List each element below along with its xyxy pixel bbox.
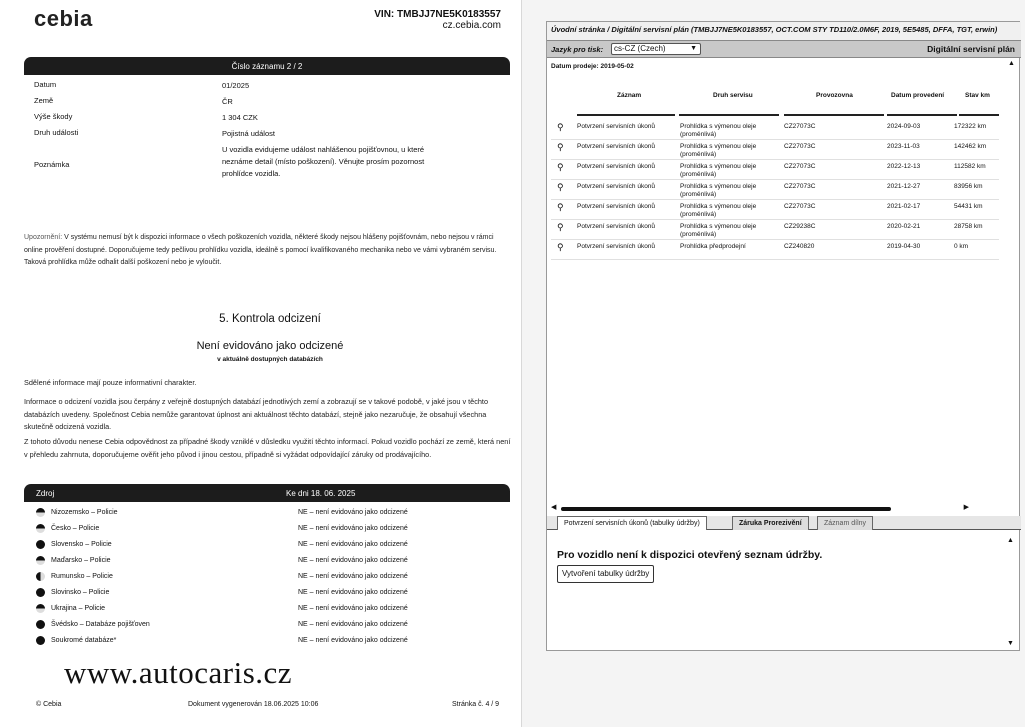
table-row[interactable]: [551, 220, 999, 240]
record-value: ČR: [222, 97, 233, 106]
source-table-header: [24, 484, 510, 502]
theft-status: Není evidováno jako odcizené: [196, 340, 344, 352]
tab-workshop-record[interactable]: Záznam dílny: [817, 516, 873, 530]
column-header: Stav km: [965, 92, 990, 99]
cell-mileage: 28758 km: [954, 223, 983, 230]
source-status: NE – není evidováno jako odcizené: [298, 572, 408, 580]
notice-text: V systému nemusí být k dispozici informace o všech poškozeních vozidla, některé škody nejsou hlášeny pojišťovnám, nebo nejsou v rámci online prověření dostupné. Doporučujeme tedy pečlivou prohlídku vozidla, ideálně s pomocí kvalifikovaného mechanika nebo ve vámi vybraném servisu. Taková prohlídka může odhalit další poškození nebo je vyloučit.: [24, 234, 497, 266]
cell-date: 2023-11-03: [887, 143, 920, 150]
tab-bar: [547, 516, 1021, 530]
cell-mileage: 142462 km: [954, 143, 987, 150]
table-row[interactable]: [551, 140, 999, 160]
cell-service-type: Prohlídka s výmenou oleje (proměnlivá): [680, 183, 757, 198]
info-paragraph: Z tohoto důvodu nenese Cebia odpovědnost za případné škody vzniklé v důsledku využití těchto informací. Pokud vozidlo pochází ze země, která není v přehledu zahrnuta, doporučujeme ověřit jeho původ i jinou cestou, případně si vyžádat odpovídající záruky od prodávajícího.: [24, 437, 511, 459]
flag-icon: [36, 524, 45, 533]
column-header: Záznam: [617, 92, 642, 99]
source-status: NE – není evidováno jako odcizené: [298, 620, 408, 628]
source-name: Maďarsko – Policie: [51, 556, 111, 564]
language-label: Jazyk pro tisk:: [551, 45, 604, 54]
source-row: [36, 601, 506, 615]
record-value: 01/2025: [222, 81, 250, 90]
magnifier-icon[interactable]: ⚲: [557, 142, 564, 152]
magnifier-icon[interactable]: ⚲: [557, 162, 564, 172]
source-name: Česko – Policie: [51, 524, 100, 532]
cell-record: Potvrzení servisních úkonů: [577, 223, 656, 230]
language-value: cs-CZ (Czech): [614, 44, 666, 53]
source-name: Nizozemsko – Policie: [51, 508, 118, 516]
source-name: Ukrajina – Policie: [51, 604, 106, 612]
language-select[interactable]: [611, 43, 701, 55]
cell-service-type: Prohlídka předprodejní: [680, 243, 746, 250]
magnifier-icon[interactable]: ⚲: [557, 182, 564, 192]
record-key: Země: [34, 96, 54, 105]
vertical-scrollbar-lower[interactable]: [1007, 537, 1017, 647]
record-value: 1 304 CZK: [222, 113, 258, 122]
tab-service-confirmations[interactable]: Potvrzení servisních úkonů (tabulky údržby): [557, 516, 707, 530]
source-status: NE – není evidováno jako odcizené: [298, 604, 408, 612]
flag-icon: [36, 636, 45, 645]
source-name: Soukromé databáze*: [51, 636, 117, 644]
cell-workshop: CZ27073C: [784, 123, 816, 130]
footer-generated: Dokument vygenerován 18.06.2025 10:06: [188, 701, 319, 708]
scrollbar-thumb[interactable]: [561, 507, 891, 511]
cell-record: Potvrzení servisních úkonů: [577, 163, 656, 170]
cell-mileage: 172322 km: [954, 123, 987, 130]
source-row: [36, 505, 506, 519]
source-row: [36, 585, 506, 599]
cell-record: Potvrzení servisních úkonů: [577, 123, 656, 130]
record-key: Poznámka: [34, 160, 70, 169]
source-name: Rumunsko – Policie: [51, 572, 113, 580]
section-title: 5. Kontrola odcizení: [219, 313, 321, 325]
magnifier-icon[interactable]: ⚲: [557, 122, 564, 132]
horizontal-scrollbar[interactable]: [551, 505, 999, 513]
vin-block: [374, 9, 501, 31]
source-status: NE – není evidováno jako odcizené: [298, 508, 408, 516]
source-column-header: Zdroj: [36, 488, 55, 498]
table-row[interactable]: [551, 240, 999, 260]
cell-mileage: 0 km: [954, 243, 969, 250]
scroll-right-icon[interactable]: ▶: [963, 504, 969, 511]
flag-icon: [36, 572, 45, 581]
cell-workshop: CZ240820: [784, 243, 815, 250]
cell-workshop: CZ29238C: [784, 223, 816, 230]
scroll-up-icon[interactable]: ▲: [1008, 60, 1015, 67]
source-status: NE – není evidováno jako odcizené: [298, 588, 408, 596]
cell-workshop: CZ27073C: [784, 163, 816, 170]
notice-label: Upozornění:: [24, 234, 63, 241]
source-row: [36, 633, 506, 647]
info-paragraph: Informace o odcizení vozidla jsou čerpány z veřejně dostupných databází jednotlivých zemí a zobrazují se v takové podobě, v jaké jsou v těchto databázích uvedeny. Společnost Cebia nemůže garantovat úplnost ani aktuálnost těchto databází, stejně jako nezaručuje, že obsahují všechna skutečně odcizená vozidla.: [24, 397, 489, 431]
date-column-header: Ke dni 18. 06. 2025: [286, 488, 356, 498]
flag-icon: [36, 604, 45, 613]
cell-service-type: Prohlídka s výmenou oleje (proměnlivá): [680, 203, 757, 218]
column-divider: [679, 114, 779, 116]
vin-number: VIN: TMBJJ7NE5K0183557: [374, 9, 501, 20]
theft-status-subtitle: v aktuálně dostupných databázích: [217, 356, 323, 363]
website-link[interactable]: cz.cebia.com: [442, 20, 501, 31]
source-name: Slovensko – Policie: [51, 540, 112, 548]
cell-record: Potvrzení servisních úkonů: [577, 203, 656, 210]
record-key: Výše škody: [34, 112, 73, 121]
cell-workshop: CZ27073C: [784, 203, 816, 210]
flag-icon: [36, 588, 45, 597]
source-name: Švédsko – Databáze pojišťoven: [51, 620, 150, 628]
create-maintenance-table-button[interactable]: Vytvoření tabulky údržby: [557, 565, 654, 583]
column-divider: [959, 114, 999, 116]
column-header: Druh servisu: [713, 92, 753, 99]
scroll-down-icon[interactable]: ▼: [1007, 640, 1014, 647]
record-number-bar: Číslo záznamu 2 / 2: [24, 57, 510, 75]
table-row[interactable]: [551, 120, 999, 140]
damage-notice: [24, 232, 510, 270]
flag-icon: [36, 620, 45, 629]
source-row: [36, 537, 506, 551]
column-header: Datum provedení: [891, 92, 945, 99]
column-divider: [577, 114, 675, 116]
table-row[interactable]: [551, 180, 999, 200]
flag-icon: [36, 508, 45, 517]
source-row: [36, 521, 506, 535]
footer-copyright: © Cebia: [36, 701, 62, 708]
cell-service-type: Prohlídka s výmenou oleje (proměnlivá): [680, 143, 757, 158]
cell-record: Potvrzení servisních úkonů: [577, 243, 656, 250]
record-key: Druh události: [34, 128, 79, 137]
record-value: Pojistná událost: [222, 129, 275, 138]
plan-title: Digitální servisní plán: [927, 44, 1015, 54]
source-status: NE – není evidováno jako odcizené: [298, 636, 408, 644]
cell-date: 2022-12-13: [887, 163, 921, 170]
cebia-logo: cebia: [34, 6, 93, 31]
flag-icon: [36, 540, 45, 549]
scroll-left-icon[interactable]: ◀: [551, 504, 557, 511]
magnifier-icon[interactable]: ⚲: [557, 202, 564, 212]
source-row: [36, 569, 506, 583]
info-paragraph: Sdělené informace mají pouze informativní charakter.: [24, 378, 197, 387]
watermark-text: www.autocaris.cz: [64, 655, 293, 690]
cell-mileage: 83956 km: [954, 183, 983, 190]
service-plan-window: [546, 21, 1020, 651]
column-header: Provozovna: [816, 92, 853, 99]
cell-mileage: 112582 km: [954, 163, 986, 170]
table-row[interactable]: [551, 160, 999, 180]
vertical-scrollbar[interactable]: [1007, 60, 1017, 530]
chevron-down-icon: ▼: [690, 45, 697, 52]
cell-date: 2021-02-17: [887, 203, 921, 210]
table-row[interactable]: [551, 200, 999, 220]
footer-page-number: Stránka č. 4 / 9: [452, 701, 500, 708]
no-maintenance-message: Pro vozidlo není k dispozici otevřený seznam údržby.: [557, 549, 823, 561]
tab-corrosion-warranty[interactable]: Záruka Prorezivění: [732, 516, 809, 530]
cell-service-type: Prohlídka s výmenou oleje (proměnlivá): [680, 223, 757, 238]
source-row: [36, 617, 506, 631]
cell-record: Potvrzení servisních úkonů: [577, 183, 656, 190]
cell-mileage: 54431 km: [954, 203, 983, 210]
cell-record: Potvrzení servisních úkonů: [577, 143, 656, 150]
record-key: Datum: [34, 80, 57, 89]
column-divider: [887, 114, 957, 116]
source-row: [36, 553, 506, 567]
cell-workshop: CZ27073C: [784, 183, 816, 190]
cell-service-type: Prohlídka s výmenou oleje (proměnlivá): [680, 163, 757, 178]
source-name: Slovinsko – Policie: [51, 588, 110, 596]
cell-date: 2020-02-21: [887, 223, 921, 230]
magnifier-icon[interactable]: ⚲: [557, 222, 564, 232]
source-status: NE – není evidováno jako odcizené: [298, 540, 408, 548]
cell-workshop: CZ27073C: [784, 143, 816, 150]
cell-date: 2021-12-27: [887, 183, 921, 190]
scroll-up-icon[interactable]: ▲: [1007, 537, 1014, 544]
breadcrumb: Úvodní stránka / Digitální servisní plán (TMBJJ7NE5K0183557, OCT.COM STY TD110/2.0M6F, 2019, 5E5485, DFFA, TGT, erwin): [547, 22, 1021, 40]
column-divider: [784, 114, 884, 116]
flag-icon: [36, 556, 45, 565]
cell-date: 2024-09-03: [887, 123, 921, 130]
toolbar: [547, 40, 1021, 58]
cell-service-type: Prohlídka s výmenou oleje (proměnlivá): [680, 123, 757, 138]
sale-date: Datum prodeje: 2019-05-02: [551, 63, 634, 70]
magnifier-icon[interactable]: ⚲: [557, 242, 564, 252]
table-header: [551, 92, 999, 116]
cell-date: 2019-04-30: [887, 243, 921, 250]
source-status: NE – není evidováno jako odcizené: [298, 556, 408, 564]
record-value: U vozidla evidujeme událost nahlášenou pojišťovnou, u které neznáme detail (místo poškození). Věnujte prosím pozornost prohlídce vozidla.: [222, 145, 425, 178]
source-status: NE – není evidováno jako odcizené: [298, 524, 408, 532]
